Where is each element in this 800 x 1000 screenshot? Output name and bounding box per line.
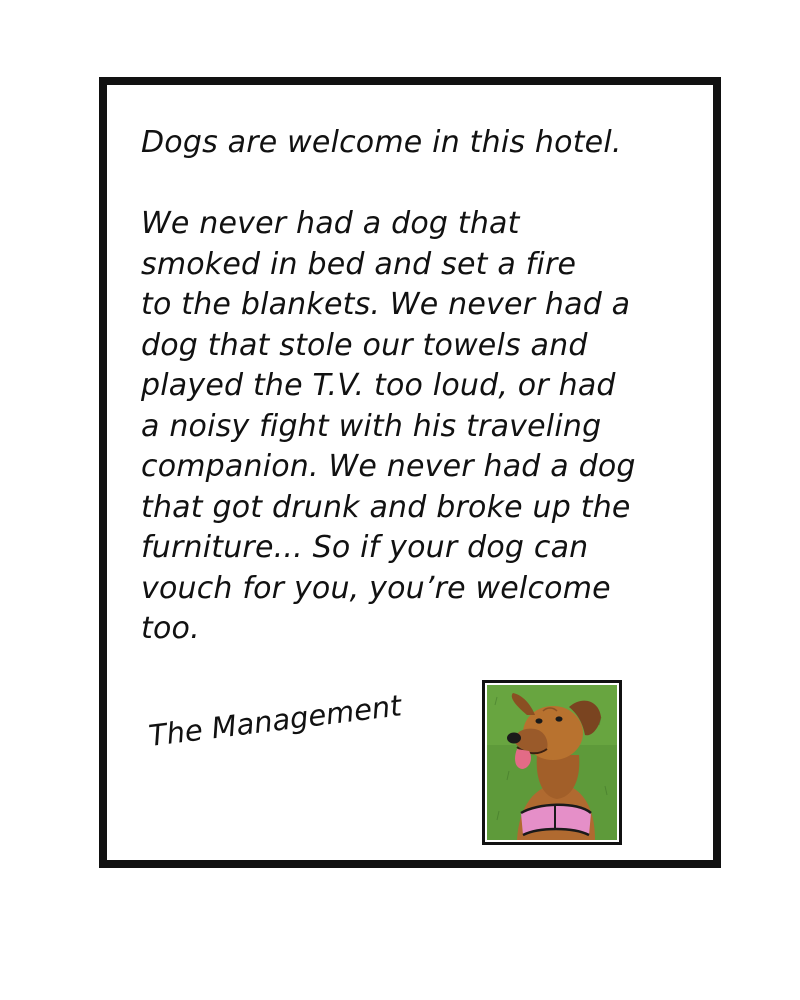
body-line: companion. We never had a dog (141, 449, 636, 484)
body-line: a noisy fight with his traveling (141, 408, 602, 444)
paragraph-gap (141, 164, 701, 205)
body-line: smoked in bed and set a fire (141, 246, 577, 282)
body-line: that got drunk and broke up the (141, 489, 631, 525)
dog-photo (482, 680, 622, 845)
body-line: dog that stole our towels and (141, 327, 588, 363)
body-line: to the blankets. We never had a (141, 287, 631, 322)
sign-frame (99, 77, 721, 868)
body-line: played the T.V. too loud, or had (141, 368, 616, 403)
signature: The Management (146, 688, 404, 753)
dog-icon (487, 685, 617, 840)
body-line: We never had a dog that (141, 206, 520, 241)
notice-text (141, 123, 701, 650)
body-line: furniture... So if your dog can (141, 530, 589, 565)
body-line: too. (141, 611, 200, 646)
body-line: vouch for you, you’re welcome (141, 570, 611, 606)
notice-heading: Dogs are welcome in this hotel. (141, 125, 622, 160)
